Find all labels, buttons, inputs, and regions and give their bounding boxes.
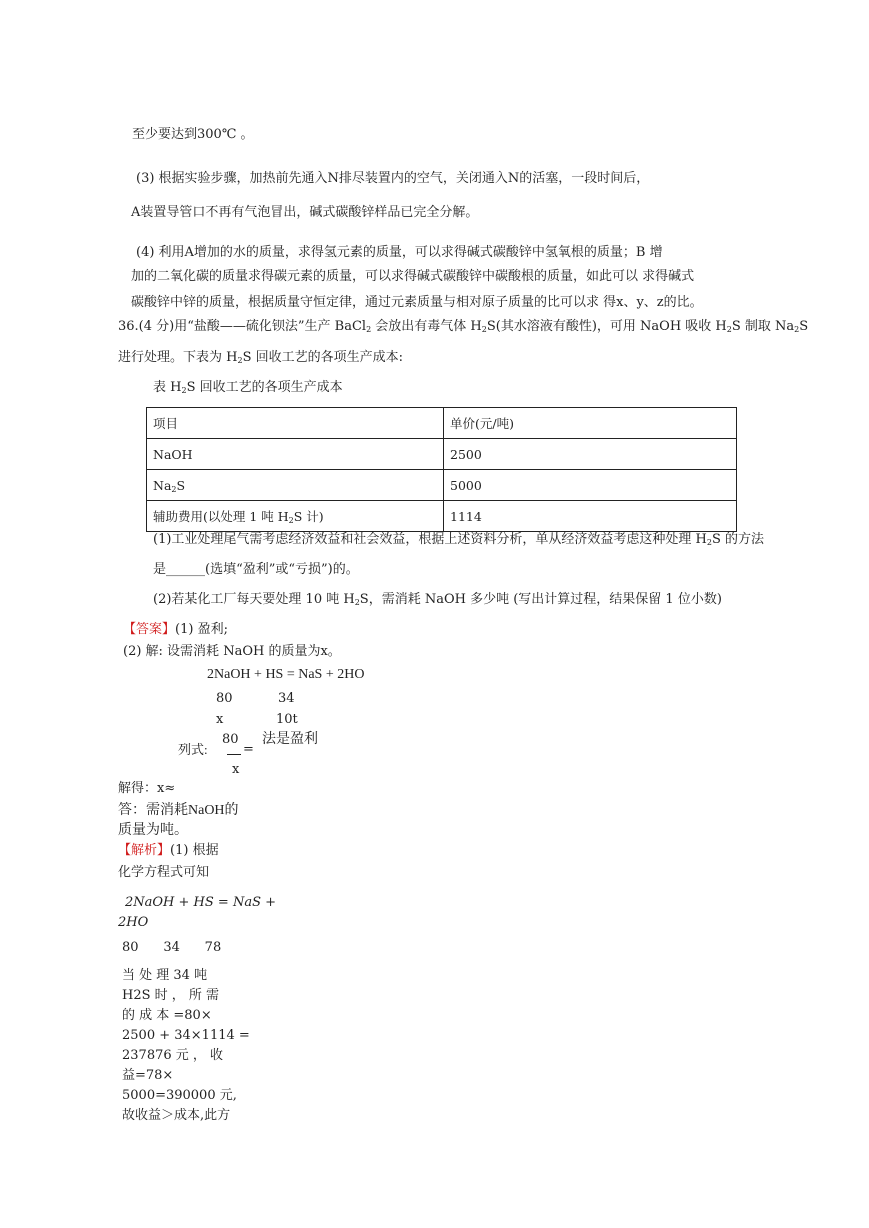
- table-cell: 1114: [444, 501, 737, 532]
- prev-line-4: (4) 利用A增加的水的质量，求得氢元素的质量，可以求得碱式碳酸锌中氢氧根的质量；B 增: [136, 245, 663, 260]
- fraction-numerator: 80: [222, 732, 239, 747]
- prev-line-3: A装置导管口不再有气泡冒出，碱式碳酸锌样品已完全分解。: [131, 205, 479, 220]
- lieshi-label: 列式:: [178, 742, 208, 757]
- analysis-calc-5: 237876 元 ， 收: [122, 1048, 224, 1063]
- table-cell: 2500: [444, 439, 737, 470]
- prev-line-6: 碳酸锌中锌的质量，根据质量守恒定律，通过元素质量与相对原子质量的比可以求 得x、y、z的比。: [131, 295, 703, 310]
- table-header-row: [147, 408, 737, 439]
- table-caption: 表 $H_2S$ 回收工艺的各项生产成本: [153, 380, 343, 395]
- analysis-line-2: 化学方程式可知: [118, 865, 210, 880]
- sub-question-1: (1)工业处理尾气需考虑经济效益和社会效益，根据上述资料分析，单从经济效益考虑这种处理 $H_2S$ 的方法: [153, 532, 765, 547]
- table-row: [147, 439, 737, 470]
- cost-table: [146, 407, 737, 532]
- table-cell: $Na_2S$: [147, 470, 444, 501]
- answer-line-1: 【答案】(1) 盈利;: [123, 622, 228, 637]
- analysis-equation-2: 2HO: [118, 915, 149, 930]
- answer-line-2: (2) 解: 设需消耗 NaOH 的质量为x。: [123, 644, 341, 659]
- question-36-intro: 36.(4 分)用“盐酸——硫化钡法”生产 BaCl$_2$ 会放出有毒气体 $H_2S$(其水溶液有酸性)，可用 NaOH 吸收 $H_2S$ 制取 $Na_2S$: [118, 319, 809, 334]
- fraction-bar: [227, 754, 241, 755]
- question-36-intro-2: 进行处理。下表为 $H_2S$ 回收工艺的各项生产成本:: [118, 350, 403, 365]
- mass-34: 34: [278, 691, 295, 706]
- table-row: [147, 470, 737, 501]
- analysis-equation-1: 2NaOH + HS = NaS +: [125, 895, 277, 910]
- table-header-item: 项目: [147, 408, 444, 439]
- fraction-equals: =: [243, 742, 254, 757]
- answer-conclusion-1: 答：需消耗NaOH的: [118, 803, 239, 818]
- sub-question-2: (2)若某化工厂每天要处理 10 吨 $H_2S$，需消耗 NaOH 多少吨 (写出计算过程，结果保留 1 位小数): [153, 592, 722, 607]
- answer-conclusion-2: 质量为吨。: [118, 823, 188, 838]
- table-header-price: 单价(元/吨): [444, 408, 737, 439]
- unknown-x: x: [216, 712, 224, 727]
- analysis-calc-3: 的 成 本 =80×: [122, 1008, 212, 1023]
- mass-80: 80: [216, 691, 233, 706]
- analysis-line-1: 【解析】(1) 根据: [118, 843, 219, 858]
- analysis-calc-6: 益=78×: [122, 1068, 174, 1083]
- table-cell: 5000: [444, 470, 737, 501]
- table-row: [147, 501, 737, 532]
- table-cell: 辅助费用(以处理 1 吨 $H_2S$ 计): [147, 501, 444, 532]
- solve-line: 解得：x≈: [118, 781, 176, 796]
- analysis-masses: 80 34 78: [122, 940, 222, 955]
- analysis-tag: 【解析】: [118, 843, 171, 858]
- answer-tag: 【答案】: [123, 622, 176, 637]
- analysis-calc-4: 2500 + 34×1114 =: [122, 1028, 250, 1043]
- analysis-calc-7: 5000=390000 元,: [122, 1088, 237, 1103]
- prev-line-5: 加的二氧化碳的质量求得碳元素的质量，可以求得碱式碳酸锌中碳酸根的质量，如此可以 求得碱式: [131, 269, 695, 284]
- given-10t: 10t: [276, 712, 298, 727]
- analysis-calc-8: 故收益＞成本,此方: [122, 1108, 231, 1123]
- reaction-equation: 2NaOH + HS = NaS + 2HO: [207, 667, 365, 682]
- table-cell: NaOH: [147, 439, 444, 470]
- analysis-calc-1: 当 处 理 34 吨: [122, 968, 208, 983]
- text-fragment: 法是盈利: [262, 732, 318, 747]
- prev-line-1: 至少要达到300℃ 。: [132, 127, 254, 142]
- prev-line-2: (3) 根据实验步骤，加热前先通入N排尽装置内的空气，关闭通入N的活塞，一段时间后，: [136, 171, 650, 186]
- fraction-denominator: x: [232, 762, 240, 777]
- analysis-calc-2: H2S 时 ， 所 需: [122, 988, 220, 1003]
- sub-question-1-line-2: 是______(选填“盈利”或“亏损”)的。: [153, 562, 359, 577]
